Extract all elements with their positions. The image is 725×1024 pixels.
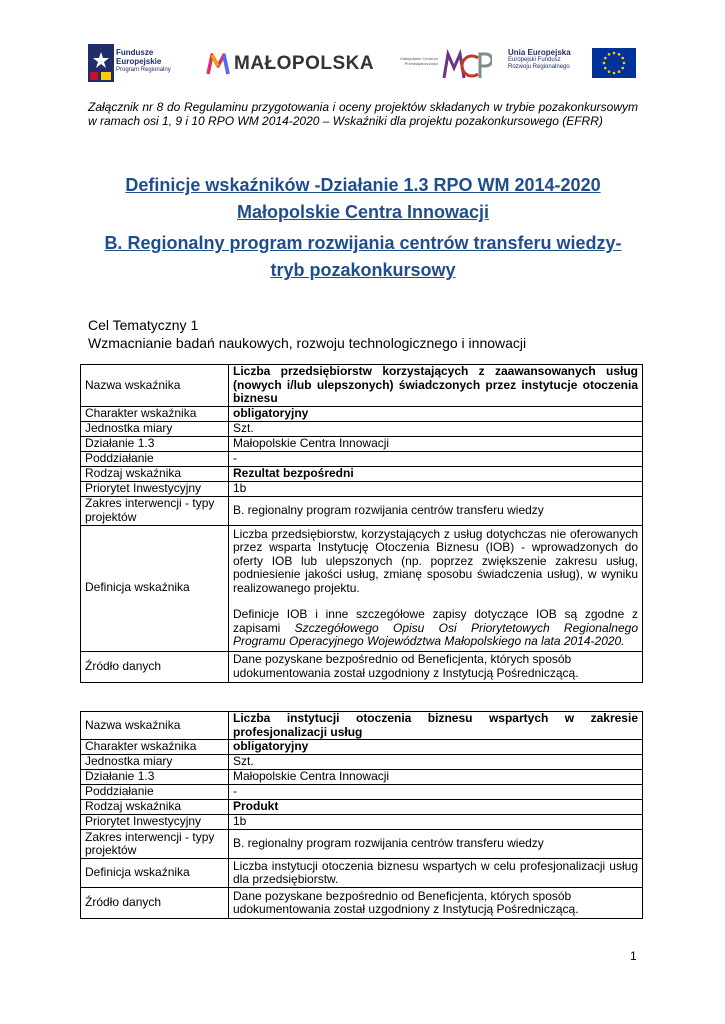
fe-logo-text: Fundusze Europejskie Program Regionalny [116,48,171,73]
row-label: Zakres interwencji - typy projektów [81,830,229,859]
indicator-definition: Liczba instytucji otoczenia biznesu wspartych w celu profesjonalizacji usług dla przedsiębiorstw. [229,859,643,888]
row-value: B. regionalny program rozwijania centrów transferu wiedzy [229,830,643,859]
table-row [81,525,643,651]
row-value: - [229,451,643,466]
row-value: Produkt [229,800,643,815]
indicator-table-2 [80,711,643,919]
row-label: Poddziałanie [81,451,229,466]
row-label: Priorytet Inwestycyjny [81,815,229,830]
row-label: Źródło danych [81,888,229,919]
row-label: Poddziałanie [81,785,229,800]
table-row [81,888,643,919]
indicator-table-1 [80,364,643,683]
row-label: Rodzaj wskaźnika [81,800,229,815]
row-value: obligatoryjny [229,406,643,421]
row-label: Źródło danych [81,651,229,682]
row-value: 1b [229,481,643,496]
indicator-name: Liczba przedsiębiorstw korzystających z zaawansowanych usług (nowych i/lub ulepszonych) świadczonych przez instytucje otoczenia biznesu [229,365,643,407]
indicator-definition [229,525,643,651]
table-row [81,651,643,682]
row-value: Dane pozyskane bezpośrednio od Beneficjenta, których sposób udokumentowania został uzgodniony z Instytucją Pośredniczącą. [229,651,643,682]
table-row [81,859,643,888]
row-label: Działanie 1.3 [81,770,229,785]
row-label: Nazwa wskaźnika [81,365,229,407]
eu-flag-icon [592,48,636,78]
row-value: 1b [229,815,643,830]
row-label: Zakres interwencji - typy projektów [81,496,229,525]
row-value: - [229,785,643,800]
mcp-logo-small-text: Małopolskie Centrum Przedsiębiorczości [400,56,438,66]
row-value: Małopolskie Centra Innowacji [229,436,643,451]
table-row [81,815,643,830]
mcp-logo [400,48,492,82]
logo-bar [88,40,636,86]
malopolska-wordmark: MAŁOPOLSKA [234,53,375,74]
row-label: Definicja wskaźnika [81,859,229,888]
page-number: 1 [630,949,637,963]
row-label: Definicja wskaźnika [81,525,229,651]
fundusze-europejskie-logo [88,44,188,84]
table-row [81,496,643,525]
attachment-note: Załącznik nr 8 do Regulaminu przygotowania i oceny projektów składanych w trybie pozakonkursowym w ramach osi 1, 9 i 10 RPO WM 2014-2020 – Wskaźniki dla projektu pozakonkursowego (EFRR) [88,100,638,128]
thematic-goal [88,316,526,352]
row-value: Dane pozyskane bezpośrednio od Beneficjenta, których sposób udokumentowania został uzgodniony z Instytucją Pośredniczącą. [229,888,643,919]
unia-europejska-logo [508,46,636,82]
table-row [81,481,643,496]
table-row [81,755,643,770]
thematic-goal-name: Wzmacnianie badań naukowych, rozwoju technologicznego i innowacji [88,335,527,351]
table-row [81,785,643,800]
document-subtitle: B. Regionalny program rozwijania centrów transferu wiedzy- tryb pozakonkursowy [104,233,622,280]
fe-star-icon [88,44,114,82]
row-label: Priorytet Inwestycyjny [81,481,229,496]
row-value: obligatoryjny [229,740,643,755]
row-label: Rodzaj wskaźnika [81,466,229,481]
row-label: Charakter wskaźnika [81,740,229,755]
table-row [81,740,643,755]
thematic-goal-number: Cel Tematyczny 1 [88,317,199,333]
table-row [81,365,643,407]
table-row [81,712,643,740]
row-value: Szt. [229,755,643,770]
indicator-name: Liczba instytucji otoczenia biznesu wspartych w zakresie profesjonalizacji usług [229,712,643,740]
row-label: Działanie 1.3 [81,436,229,451]
row-label: Nazwa wskaźnika [81,712,229,740]
row-value: Szt. [229,421,643,436]
mcp-mark-icon [442,48,492,82]
malopolska-logo [206,52,378,76]
ue-logo-text: Unia Europejska Europejski Fundusz Rozwoju Regionalnego [508,48,571,70]
table-row [81,800,643,815]
row-label: Charakter wskaźnika [81,406,229,421]
table-row [81,436,643,451]
row-label: Jednostka miary [81,755,229,770]
definition-paragraph: Definicje IOB i inne szczegółowe zapisy dotyczące IOB są zgodne z zapisami Szczegółowego Opisu Osi Priorytetowych Regionalnego Programu Operacyjnego Województwa Małopolskiego na lata 2014-2020. [233,607,638,648]
table-row [81,770,643,785]
table-row [81,466,643,481]
row-label: Jednostka miary [81,421,229,436]
document-title: Definicje wskaźników -Działanie 1.3 RPO WM 2014-2020 Małopolskie Centra Innowacji [125,175,601,222]
row-value: Małopolskie Centra Innowacji [229,770,643,785]
table-row [81,451,643,466]
table-row [81,830,643,859]
row-value: Rezultat bezpośredni [229,466,643,481]
table-row [81,421,643,436]
table-row [81,406,643,421]
row-value: B. regionalny program rozwijania centrów transferu wiedzy [229,496,643,525]
malopolska-m-icon [206,52,230,76]
definition-paragraph: Liczba przedsiębiorstw, korzystających z usług dotychczas nie oferowanych przez wsparta Instytucję Otoczenia Biznesu (IOB) - wprowadzonych do oferty IOB lub ulepszonych (np. poprzez zwiększenie zakresu usług, podniesienie jakości usług, zmianę sposobu świadczenia usług), w wyniku realizowanego projektu. [233,526,638,595]
